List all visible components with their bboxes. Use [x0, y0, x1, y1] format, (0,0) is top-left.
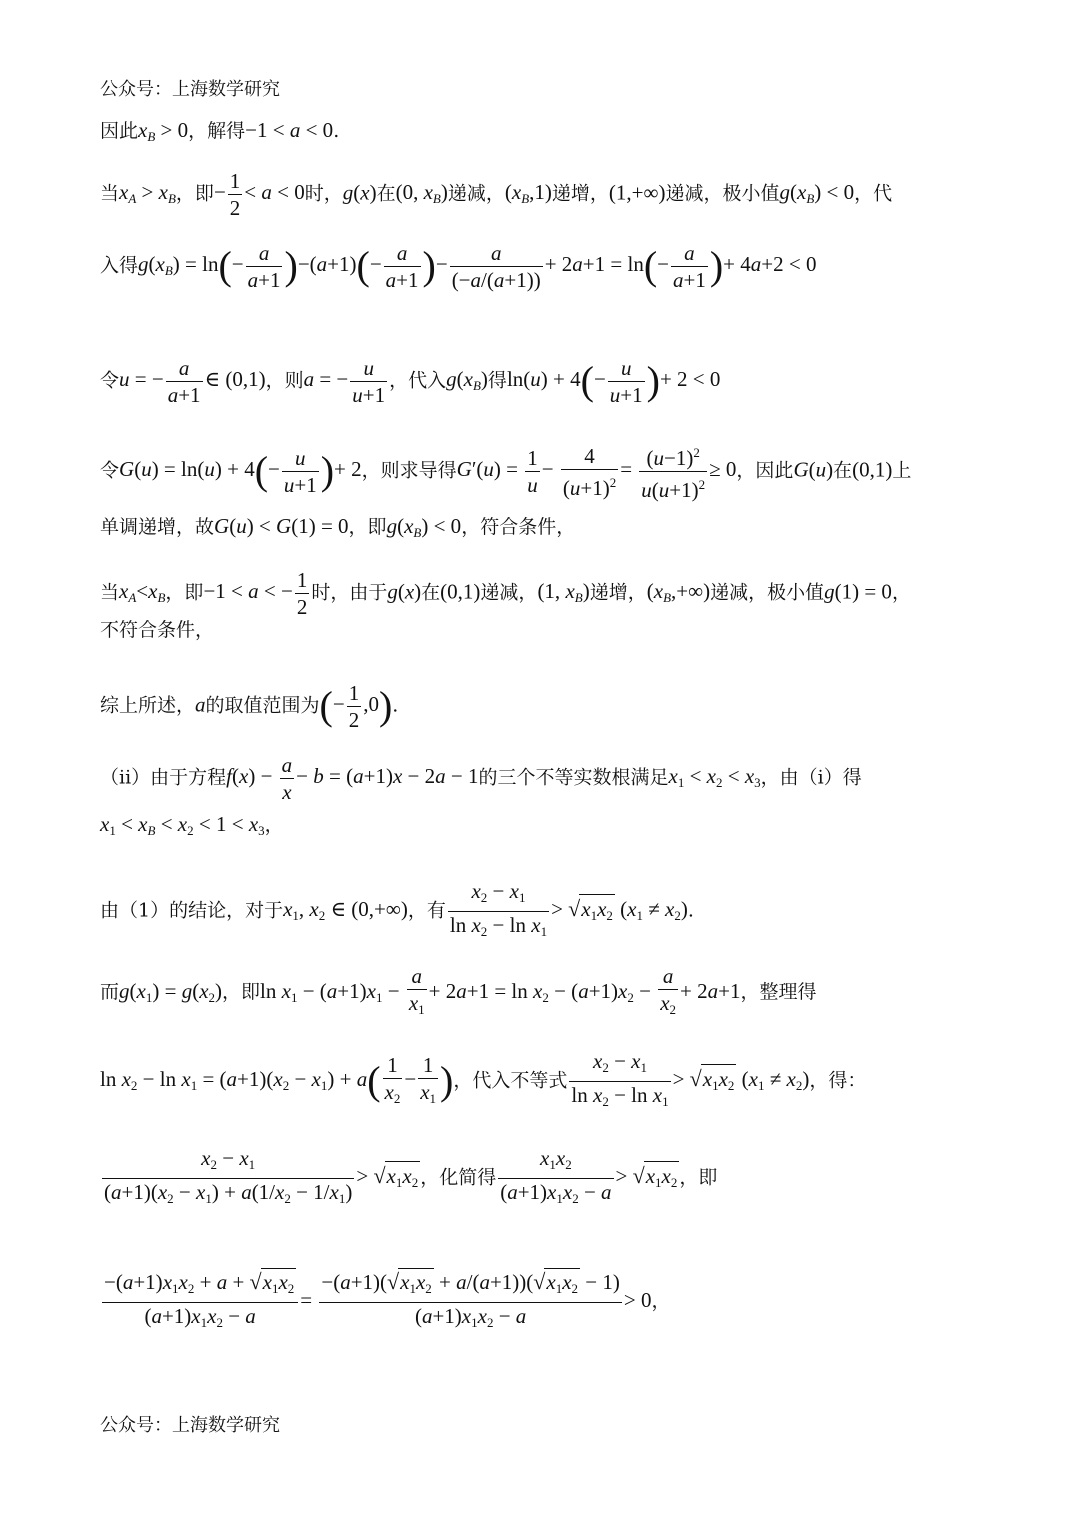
- text-span: 得: [487, 369, 507, 392]
- text-span: 递增，: [589, 581, 647, 604]
- text-span: ，: [891, 581, 911, 604]
- text-line-3: 入得$g(x_B) = \ln(-$ $\frac{a}{a+1}$ )−(a+1)(− $\frac{a}{a+1}$ )− $\frac{a}{(-a/(a+1))}$ + 2a+1 = ln(− $\frac{a}{a+1}$ )+ 4a+2 < 0: [100, 241, 817, 292]
- text-line-4: 令u = − $\frac{a}{a+1}$ ∈ (0,1)，则a = − $\frac{u}{u+1}$ ，代入$g(x_B)$得ln(u) + 4(− $\frac{u}{u+1}$ )+ 2 < 0: [100, 356, 721, 407]
- text-span: ，符合条件，: [461, 516, 576, 538]
- text-span: ，即: [175, 182, 214, 205]
- text-span: 单调递增，故: [100, 516, 215, 538]
- text-span: 入得: [100, 254, 139, 277]
- text-span: ，即: [165, 581, 204, 604]
- text-span: 在: [376, 182, 396, 205]
- text-span: 而: [100, 980, 120, 1003]
- text-span: 递减，: [480, 581, 538, 604]
- text-line-5: 令G(u) = ln(u) + 4(− $\frac{u}{u+1}$ )+ 2，则求导得G′(u) = $\frac{1}{u}$ − $\frac{4}{(u+1)^2}$ = $\frac{(u-1)^2}{u(u+1)^2}$ ≥ 0，因此G(u)在(0,1)上: [100, 440, 1000, 503]
- text-line-14: $\ln x_2 - \ln x_1 = (a+1)(x_2 - x_1) + a$( $\frac{1}{x_2}$ − $\frac{1}{x_1}$ )，代入不等式 $\frac{x_2 - x_1}{\ln x_2 - \ln x_1}$ > $√x_1x_2$ $(x_1 \ne x_2)$，得：: [100, 1049, 867, 1109]
- text-span: ，即: [679, 1166, 718, 1189]
- text-span: ，解得: [188, 120, 246, 142]
- text-span: 当: [100, 182, 120, 205]
- text-span: 的三个不等实数根满足: [478, 766, 669, 789]
- text-span: 由（1）的结论，对于: [100, 899, 284, 922]
- text-span: ，得：: [809, 1069, 867, 1092]
- text-line-1: 因此$x_B > 0$，解得−1 < a < 0.: [100, 118, 340, 144]
- text-span: 综上所述，: [100, 694, 196, 717]
- text-line-10: （ii）由于方程f(x) − $\frac{a}{x}$ − b = (a+1)x − 2a − 1的三个不等实数根满足$x_1 < x_2 < x_3$，由（i）得: [100, 753, 862, 804]
- text-line-2: 当$x_A > x_B$，即− $\frac{1}{2}$ < a < 0时，g(x)在(0, $x_B$)递减，$(x_B,1)$递增，(1,+∞)递减，极小值$g(x_B) < 0$，代: [100, 169, 893, 220]
- text-span: ，有: [407, 899, 446, 922]
- text-line-12: 由（1）的结论，对于$x_1$, $x_2$ ∈ (0,+∞)，有 $\frac{x_2 - x_1}{\ln x_2 - \ln x_1}$ > $√x_1x_2$ $(x_1 \ne x_2)$.: [100, 879, 694, 939]
- text-line-8: 不符合条件，: [100, 619, 215, 641]
- text-span: ，则求导得: [361, 459, 457, 482]
- text-span: 递减，: [447, 182, 505, 205]
- text-span: （ii）由于方程: [100, 766, 227, 789]
- page-header: 公众号：上海数学研究: [100, 79, 280, 100]
- text-span: 时，: [304, 182, 343, 205]
- text-line-15: $\frac{x_2 - x_1}{(a+1)(x_2 - x_1) + a(1/x_2 - 1/x_1)}$ > $√x_1x_2$ ，化简得 $\frac{x_1x_2}{(a+1)x_1x_2 - a}$ > $√x_1x_2$ ，即: [104, 1146, 718, 1206]
- text-span: 令: [100, 459, 120, 482]
- text-span: 的取值范围为: [205, 694, 320, 717]
- text-line-6: 单调递增，故G(u) < G(1) = 0，即$g(x_B) < 0$，符合条件，: [100, 514, 576, 540]
- text-span: 递减，极小值: [710, 581, 825, 604]
- text-line-11: $x_1 < x_B < x_2 < 1 < x_3$，: [100, 812, 284, 838]
- text-line-13: 而$g(x_1) = g(x_2)$，即$\ln x_1 - (a+1)x_1$ − $\frac{a}{x_1}$ + $2a+1 = \ln x_2 - (a+1)x_2$ − $\frac{a}{x_2}$ + 2a+1，整理得: [100, 964, 817, 1017]
- text-line-9: 综上所述，a的取值范围为(− $\frac{1}{2}$ ,0).: [100, 681, 399, 732]
- text-span: 令: [100, 369, 120, 392]
- text-span: ，代入: [389, 369, 447, 392]
- text-span: 因此: [100, 120, 139, 142]
- text-span: ，由（i）得: [760, 766, 862, 789]
- text-line-16: $\frac{-(a+1)x_1x_2 + a + √x_1x_2}{(a+1)x_1x_2 - a}$ = $\frac{-(a+1)(√x_1x_2 + a/(a+1))(√x_1x_2 - 1)}{(a+1)x_1x_2 - a}$ > 0，: [104, 1269, 671, 1330]
- text-span: ，即: [222, 980, 261, 1003]
- text-span: ，整理得: [740, 980, 817, 1003]
- text-span: 递增，: [551, 182, 609, 205]
- page-footer: 公众号：上海数学研究: [100, 1415, 280, 1436]
- text-line-7: 当$x_A<x_B$，即−1 < a < − $\frac{1}{2}$ 时，由于g(x)在(0,1)递减，(1, $x_B$)递增，$(x_B,+\infty)$递减，极小值g(1) = 0，: [100, 568, 911, 619]
- text-span: ，则: [265, 369, 304, 392]
- text-span: 时，由于: [311, 581, 388, 604]
- text-span: 上: [892, 459, 912, 482]
- text-span: 在: [833, 459, 853, 482]
- text-span: ，化简得: [420, 1166, 497, 1189]
- text-span: ，即: [348, 516, 387, 538]
- text-span: 递减，极小值: [665, 182, 780, 205]
- text-span: 当: [100, 581, 120, 604]
- text-span: ，代: [854, 182, 893, 205]
- text-span: 在: [421, 581, 441, 604]
- text-span: ，代入不等式: [453, 1069, 568, 1092]
- text-span: ，因此: [736, 459, 794, 482]
